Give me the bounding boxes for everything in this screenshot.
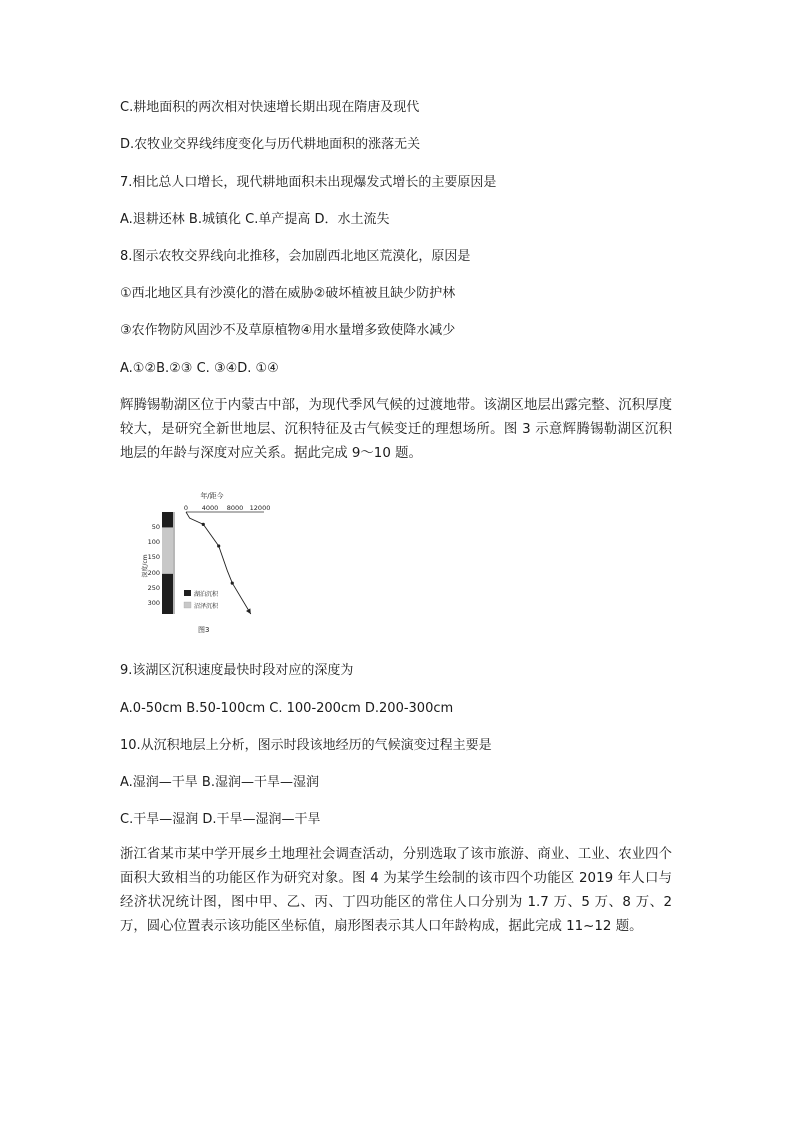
curve-marker-2	[231, 581, 234, 584]
legend-label-lake: 湖泊沉积	[194, 591, 219, 598]
figure-3	[140, 486, 280, 636]
legend-swatch-lake	[184, 590, 191, 596]
question-8-statements-1: ①西北地区具有沙漠化的潜在威胁②破坏植被且缺少防护林	[120, 286, 456, 301]
question-7-options: A.退耕还林 B.城镇化 C.单产提高 D．水土流失	[120, 212, 390, 227]
y-tick-100: 100	[147, 538, 160, 546]
age-depth-curve	[186, 512, 251, 614]
y-tick-50: 50	[151, 523, 160, 531]
y-tick-200: 200	[147, 569, 160, 577]
x-tick-12000: 12000	[249, 504, 271, 512]
y-axis-label: 深度/cm	[142, 554, 149, 578]
x-tick-0: 0	[183, 504, 189, 512]
y-tick-150: 150	[147, 553, 160, 561]
y-tick-300: 300	[147, 599, 160, 607]
intro-paragraph-9-10: 辉腾锡勒湖区位于内蒙古中部，为现代季风气候的过渡地带。该湖区地层出露完整、沉积厚度较大，是研究全新世地层、沉积特征及古气候变迁的理想场所。图 3 示意辉腾锡勒湖区沉积地层的年龄与深度对应关系。据此完成 9～10 题。	[120, 398, 672, 461]
curve-marker-1	[217, 544, 220, 547]
question-8-options: A.①②B.②③ C. ③④D. ①④	[120, 361, 279, 376]
legend-label-swamp: 沼泽沉积	[194, 603, 219, 610]
question-8: 8.图示农牧交界线向北推移，会加剧西北地区荒漠化，原因是	[120, 249, 471, 264]
question-10-options-cd: C.干旱—湿润 D.干旱—湿润—干旱	[120, 812, 321, 827]
line-option-c: C.耕地面积的两次相对快速增长期出现在隋唐及现代	[120, 100, 420, 115]
question-9: 9.该湖区沉积速度最快时段对应的深度为	[120, 663, 354, 678]
stratum-2	[162, 574, 173, 614]
stratum-0	[162, 512, 173, 527]
x-axis-label: 年/距今	[200, 492, 224, 500]
question-9-options: A.0-50cm B.50-100cm C. 100-200cm D.200-300cm	[120, 701, 454, 716]
figure-caption: 图3	[198, 626, 210, 634]
question-10-options-ab: A.湿润—干旱 B.湿润—干旱—湿润	[120, 775, 319, 790]
legend-swatch-swamp	[184, 602, 191, 608]
y-tick-250: 250	[147, 584, 160, 592]
question-7: 7.相比总人口增长，现代耕地面积未出现爆发式增长的主要原因是	[120, 175, 497, 190]
question-10: 10.从沉积地层上分析，图示时段该地经历的气候演变过程主要是	[120, 738, 492, 753]
curve-marker-0	[202, 523, 205, 526]
x-tick-8000: 8000	[226, 504, 244, 512]
figure-3-chart	[140, 486, 280, 636]
line-option-d: D.农牧业交界线纬度变化与历代耕地面积的涨落无关	[120, 137, 421, 152]
intro-paragraph-11-12: 浙江省某市某中学开展乡土地理社会调查活动，分别选取了该市旅游、商业、工业、农业四个面积大致相当的功能区作为研究对象。图 4 为某学生绘制的该市四个功能区 2019 年人口与经济状况统计图，图中甲、乙、丙、丁四功能区的常住人口分别为 1.7 万、5 万、8 万、2 万，圆心位置表示该功能区坐标值，扇形图表示其人口年龄构成，据此完成 11~12 题。	[120, 847, 672, 934]
strata-column	[162, 512, 173, 614]
question-8-statements-2: ③农作物防风固沙不及草原植物④用水量增多致使降水减少	[120, 323, 456, 338]
stratum-1	[162, 527, 173, 573]
x-tick-4000: 4000	[201, 504, 219, 512]
